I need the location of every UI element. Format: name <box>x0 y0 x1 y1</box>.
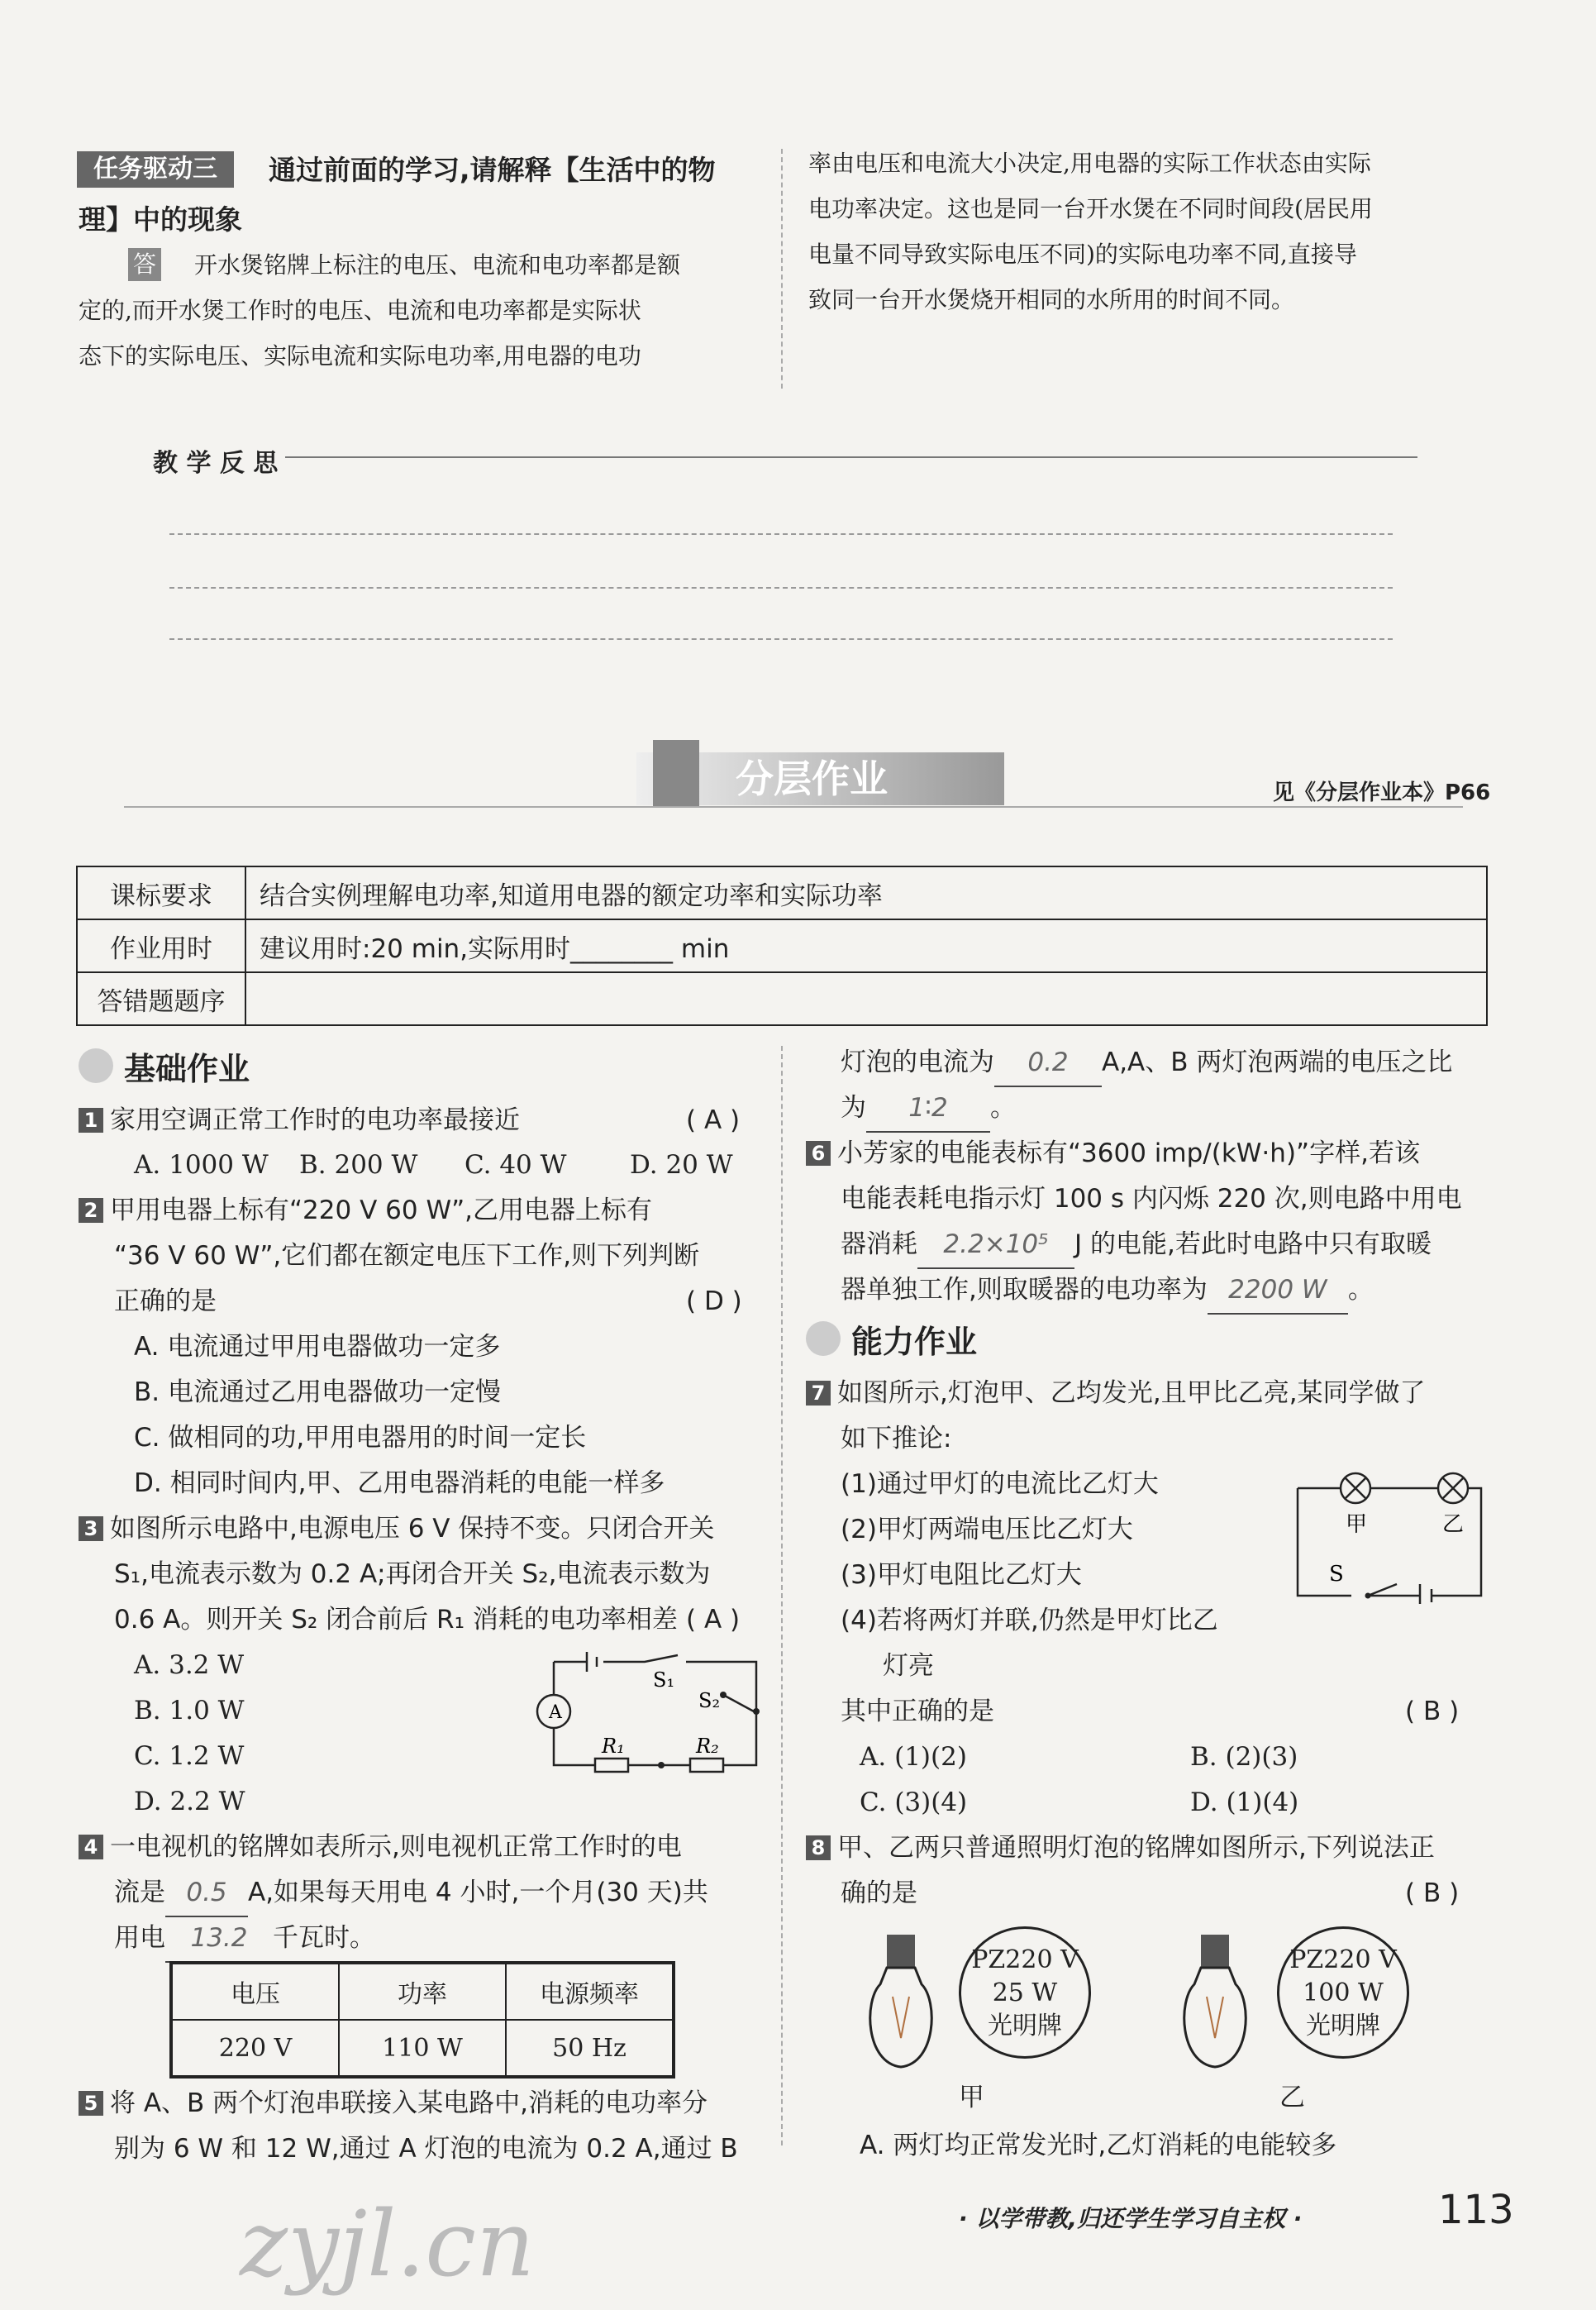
bulb-yi-caption: 乙 <box>1279 2083 1305 2112</box>
q7-item-4: (4)若将两灯并联,仍然是甲灯比乙 <box>841 1606 1218 1635</box>
resistor-r2-label: R₂ <box>696 1735 719 1758</box>
task3-right-line-3: 电量不同导致实际电压不同)的实际电功率不同,直接导 <box>808 241 1357 268</box>
q7-option-b: B. (2)(3) <box>1190 1742 1298 1772</box>
switch-s-label: S <box>1329 1562 1344 1587</box>
q2-line3: 正确的是 <box>114 1286 217 1316</box>
question-number: 6 <box>806 1141 831 1166</box>
q7-option-a: A. (1)(2) <box>860 1742 967 1772</box>
ammeter-label: A <box>549 1702 562 1723</box>
q5-line2: 别为 6 W 和 12 W,通过 A 灯泡的电流为 0.2 A,通过 B <box>114 2134 738 2164</box>
answer-blank: 1∶2 <box>866 1086 990 1133</box>
banner-line <box>124 806 1463 808</box>
q1-option-b: B. 200 W <box>299 1150 418 1180</box>
resistor-r1-label: R₁ <box>602 1735 625 1758</box>
question-number: 2 <box>79 1198 103 1223</box>
q2-option-d: D. 相同时间内,甲、乙用电器消耗的电能一样多 <box>134 1468 665 1498</box>
q3-option-d: D. 2.2 W <box>134 1787 245 1816</box>
question-number: 1 <box>79 1108 103 1133</box>
q7-option-d: D. (1)(4) <box>1190 1787 1299 1817</box>
q3-option-a: A. 3.2 W <box>134 1650 245 1680</box>
q1-option-c: C. 40 W <box>465 1150 567 1180</box>
q8-option-a: A. 两灯均正常发光时,乙灯消耗的电能较多 <box>860 2131 1337 2160</box>
q3-line3: 0.6 A。则开关 S₂ 闭合前后 R₁ 消耗的电功率相差 <box>114 1605 678 1635</box>
watermark: zyjl.cn <box>240 2191 535 2297</box>
answer-blank: 2200 W <box>1208 1267 1348 1315</box>
q7-item-1: (1)通过甲灯的电流比乙灯大 <box>841 1469 1159 1499</box>
homework-icon <box>653 740 699 806</box>
q8-line1: 8 甲、乙两只普通照明灯泡的铭牌如图所示,下列说法正 <box>806 1826 1435 1871</box>
q4-line2: 流是 0.5 A,如果每天用电 4 小时,一个月(30 天)共 <box>114 1870 708 1917</box>
task3-left-line-3: 态下的实际电压、实际电流和实际电功率,用电器的电功 <box>79 342 641 370</box>
q3-line2: S₁,电流表示数为 0.2 A;再闭合开关 S₂,电流表示数为 <box>114 1559 711 1589</box>
q3-option-b: B. 1.0 W <box>134 1696 245 1725</box>
reflection-frame <box>285 456 1417 458</box>
basic-section-title: 基础作业 <box>124 1051 250 1087</box>
question-number: 8 <box>806 1835 831 1860</box>
q1-answer: ( A ) <box>686 1105 741 1135</box>
question-number: 7 <box>806 1381 831 1406</box>
task3-left-line-2: 定的,而开水煲工作时的电压、电流和电功率都是实际状 <box>79 297 641 324</box>
ability-section-icon <box>806 1321 841 1356</box>
q3-answer: ( A ) <box>686 1605 741 1635</box>
answer-icon: 答 <box>128 248 161 281</box>
q5-continued-line2: 为 1∶2 。 <box>841 1086 1016 1133</box>
tv-nameplate-table <box>169 1961 675 2079</box>
lamp-yi-label: 乙 <box>1442 1512 1465 1537</box>
question-number: 5 <box>79 2091 103 2116</box>
q7-line2: 如下推论: <box>841 1424 952 1453</box>
question-number: 4 <box>79 1835 103 1859</box>
homework-reference: 见《分层作业本》P66 <box>1273 780 1491 805</box>
q7-item-3: (3)甲灯电阻比乙灯大 <box>841 1560 1082 1590</box>
q8-line2: 确的是 <box>841 1878 917 1908</box>
table-row: 作业用时 建议用时:20 min,实际用时________ min <box>77 919 1487 972</box>
bulb-yi-icon <box>1178 1931 1252 2071</box>
answer-blank: 13.2 <box>165 1916 273 1963</box>
task3-title-line1: 通过前面的学习,请解释【生活中的物 <box>269 154 716 186</box>
lamp-jia-label: 甲 <box>1346 1512 1368 1537</box>
q2-option-c: C. 做相同的功,甲用电器用的时间一定长 <box>134 1423 587 1453</box>
task3-title-line2: 理】中的现象 <box>79 203 242 236</box>
column-divider <box>781 1046 783 2145</box>
table-row: 课标要求 结合实例理解电功率,知道用电器的额定功率和实际功率 <box>77 866 1487 919</box>
q2-answer: ( D ) <box>686 1286 742 1316</box>
q6-line2: 电能表耗电指示灯 100 s 内闪烁 220 次,则电路中用电 <box>841 1184 1462 1214</box>
q5-continued-line1: 灯泡的电流为 0.2 A,A、B 两灯泡两端的电压之比 <box>841 1040 1452 1087</box>
q1-option-d: D. 20 W <box>630 1150 733 1180</box>
q2-line2: “36 V 60 W”,它们都在额定电压下工作,则下列判断 <box>114 1241 700 1271</box>
q7-question: 其中正确的是 <box>841 1697 994 1726</box>
q6-line4: 器单独工作,则取暖器的电功率为 2200 W 。 <box>841 1267 1374 1315</box>
q7-item-4-cont: 灯亮 <box>883 1651 934 1681</box>
q8-answer: ( B ) <box>1405 1878 1460 1908</box>
task3-right-line-1: 率由电压和电流大小决定,用电器的实际工作状态由实际 <box>808 150 1371 177</box>
reflection-line-2 <box>169 587 1393 589</box>
q2-line1: 2 甲用电器上标有“220 V 60 W”,乙用电器上标有 <box>79 1188 652 1234</box>
q1-option-a: A. 1000 W <box>134 1150 269 1180</box>
bulb-jia-caption: 甲 <box>959 2083 984 2112</box>
q4-line3: 用电 13.2 千瓦时。 <box>114 1916 375 1963</box>
q3-line1: 3 如图所示电路中,电源电压 6 V 保持不变。只闭合开关 <box>79 1506 714 1552</box>
page-number: 113 <box>1438 2187 1514 2233</box>
q7-item-2: (2)甲灯两端电压比乙灯大 <box>841 1515 1133 1544</box>
task3-tag: 任务驱动三 <box>77 151 234 188</box>
q7-circuit-diagram <box>1289 1463 1488 1604</box>
reflection-line-1 <box>169 533 1393 535</box>
nameplate-jia: PZ220 V 25 W 光明牌 <box>959 1926 1091 2059</box>
table-row: 答错题题序 <box>77 972 1487 1025</box>
question-number: 3 <box>79 1516 103 1541</box>
answer-blank: 2.2×10⁵ <box>917 1222 1074 1269</box>
nameplate-yi: PZ220 V 100 W 光明牌 <box>1277 1926 1409 2059</box>
answer-blank: 0.5 <box>165 1870 248 1917</box>
q6-line1: 6 小芳家的电能表标有“3600 imp/(kW·h)”字样,若该 <box>806 1131 1420 1176</box>
q2-option-b: B. 电流通过乙用电器做功一定慢 <box>134 1377 501 1407</box>
answer-blank: 0.2 <box>994 1040 1102 1087</box>
table-row: 220 V 110 W 50 Hz <box>171 2020 674 2077</box>
task3-left-line-1: 开水煲铭牌上标注的电压、电流和电功率都是额 <box>194 251 681 279</box>
column-divider <box>781 149 783 389</box>
q4-line1: 4 一电视机的铭牌如表所示,则电视机正常工作时的电 <box>79 1825 682 1870</box>
q6-line3: 器消耗 2.2×10⁵ J 的电能,若此时电路中只有取暖 <box>841 1222 1432 1269</box>
q7-line1: 7 如图所示,灯泡甲、乙均发光,且甲比乙亮,某同学做了 <box>806 1371 1426 1416</box>
q1: 1 家用空调正常工作时的电功率最接近 <box>79 1098 520 1143</box>
switch-s1-label: S₁ <box>653 1668 675 1692</box>
q3-option-c: C. 1.2 W <box>134 1741 245 1771</box>
q7-answer: ( B ) <box>1405 1697 1460 1726</box>
table-row: 电压 功率 电源频率 <box>171 1963 674 2020</box>
task3-right-line-2: 电功率决定。这也是同一台开水煲在不同时间段(居民用 <box>808 195 1373 222</box>
banner-title: 分层作业 <box>736 756 888 801</box>
ability-section-title: 能力作业 <box>851 1324 978 1360</box>
basic-section-icon <box>79 1048 113 1083</box>
footer-slogan: · 以学带教,归还学生学习自主权 · <box>959 2205 1303 2232</box>
switch-s2-label: S₂ <box>698 1689 721 1712</box>
q3-circuit-diagram <box>521 1645 769 1794</box>
bulb-jia-icon <box>864 1931 938 2071</box>
q5-line1: 5 将 A、B 两个灯泡串联接入某电路中,消耗的电功率分 <box>79 2081 707 2126</box>
requirements-table <box>76 866 1488 1026</box>
reflection-label: 教 学 反 思 <box>153 449 279 478</box>
q2-option-a: A. 电流通过甲用电器做功一定多 <box>134 1332 501 1362</box>
task3-right-line-4: 致同一台开水煲烧开相同的水所用的时间不同。 <box>808 286 1295 313</box>
q7-option-c: C. (3)(4) <box>860 1787 968 1817</box>
reflection-line-3 <box>169 638 1393 640</box>
